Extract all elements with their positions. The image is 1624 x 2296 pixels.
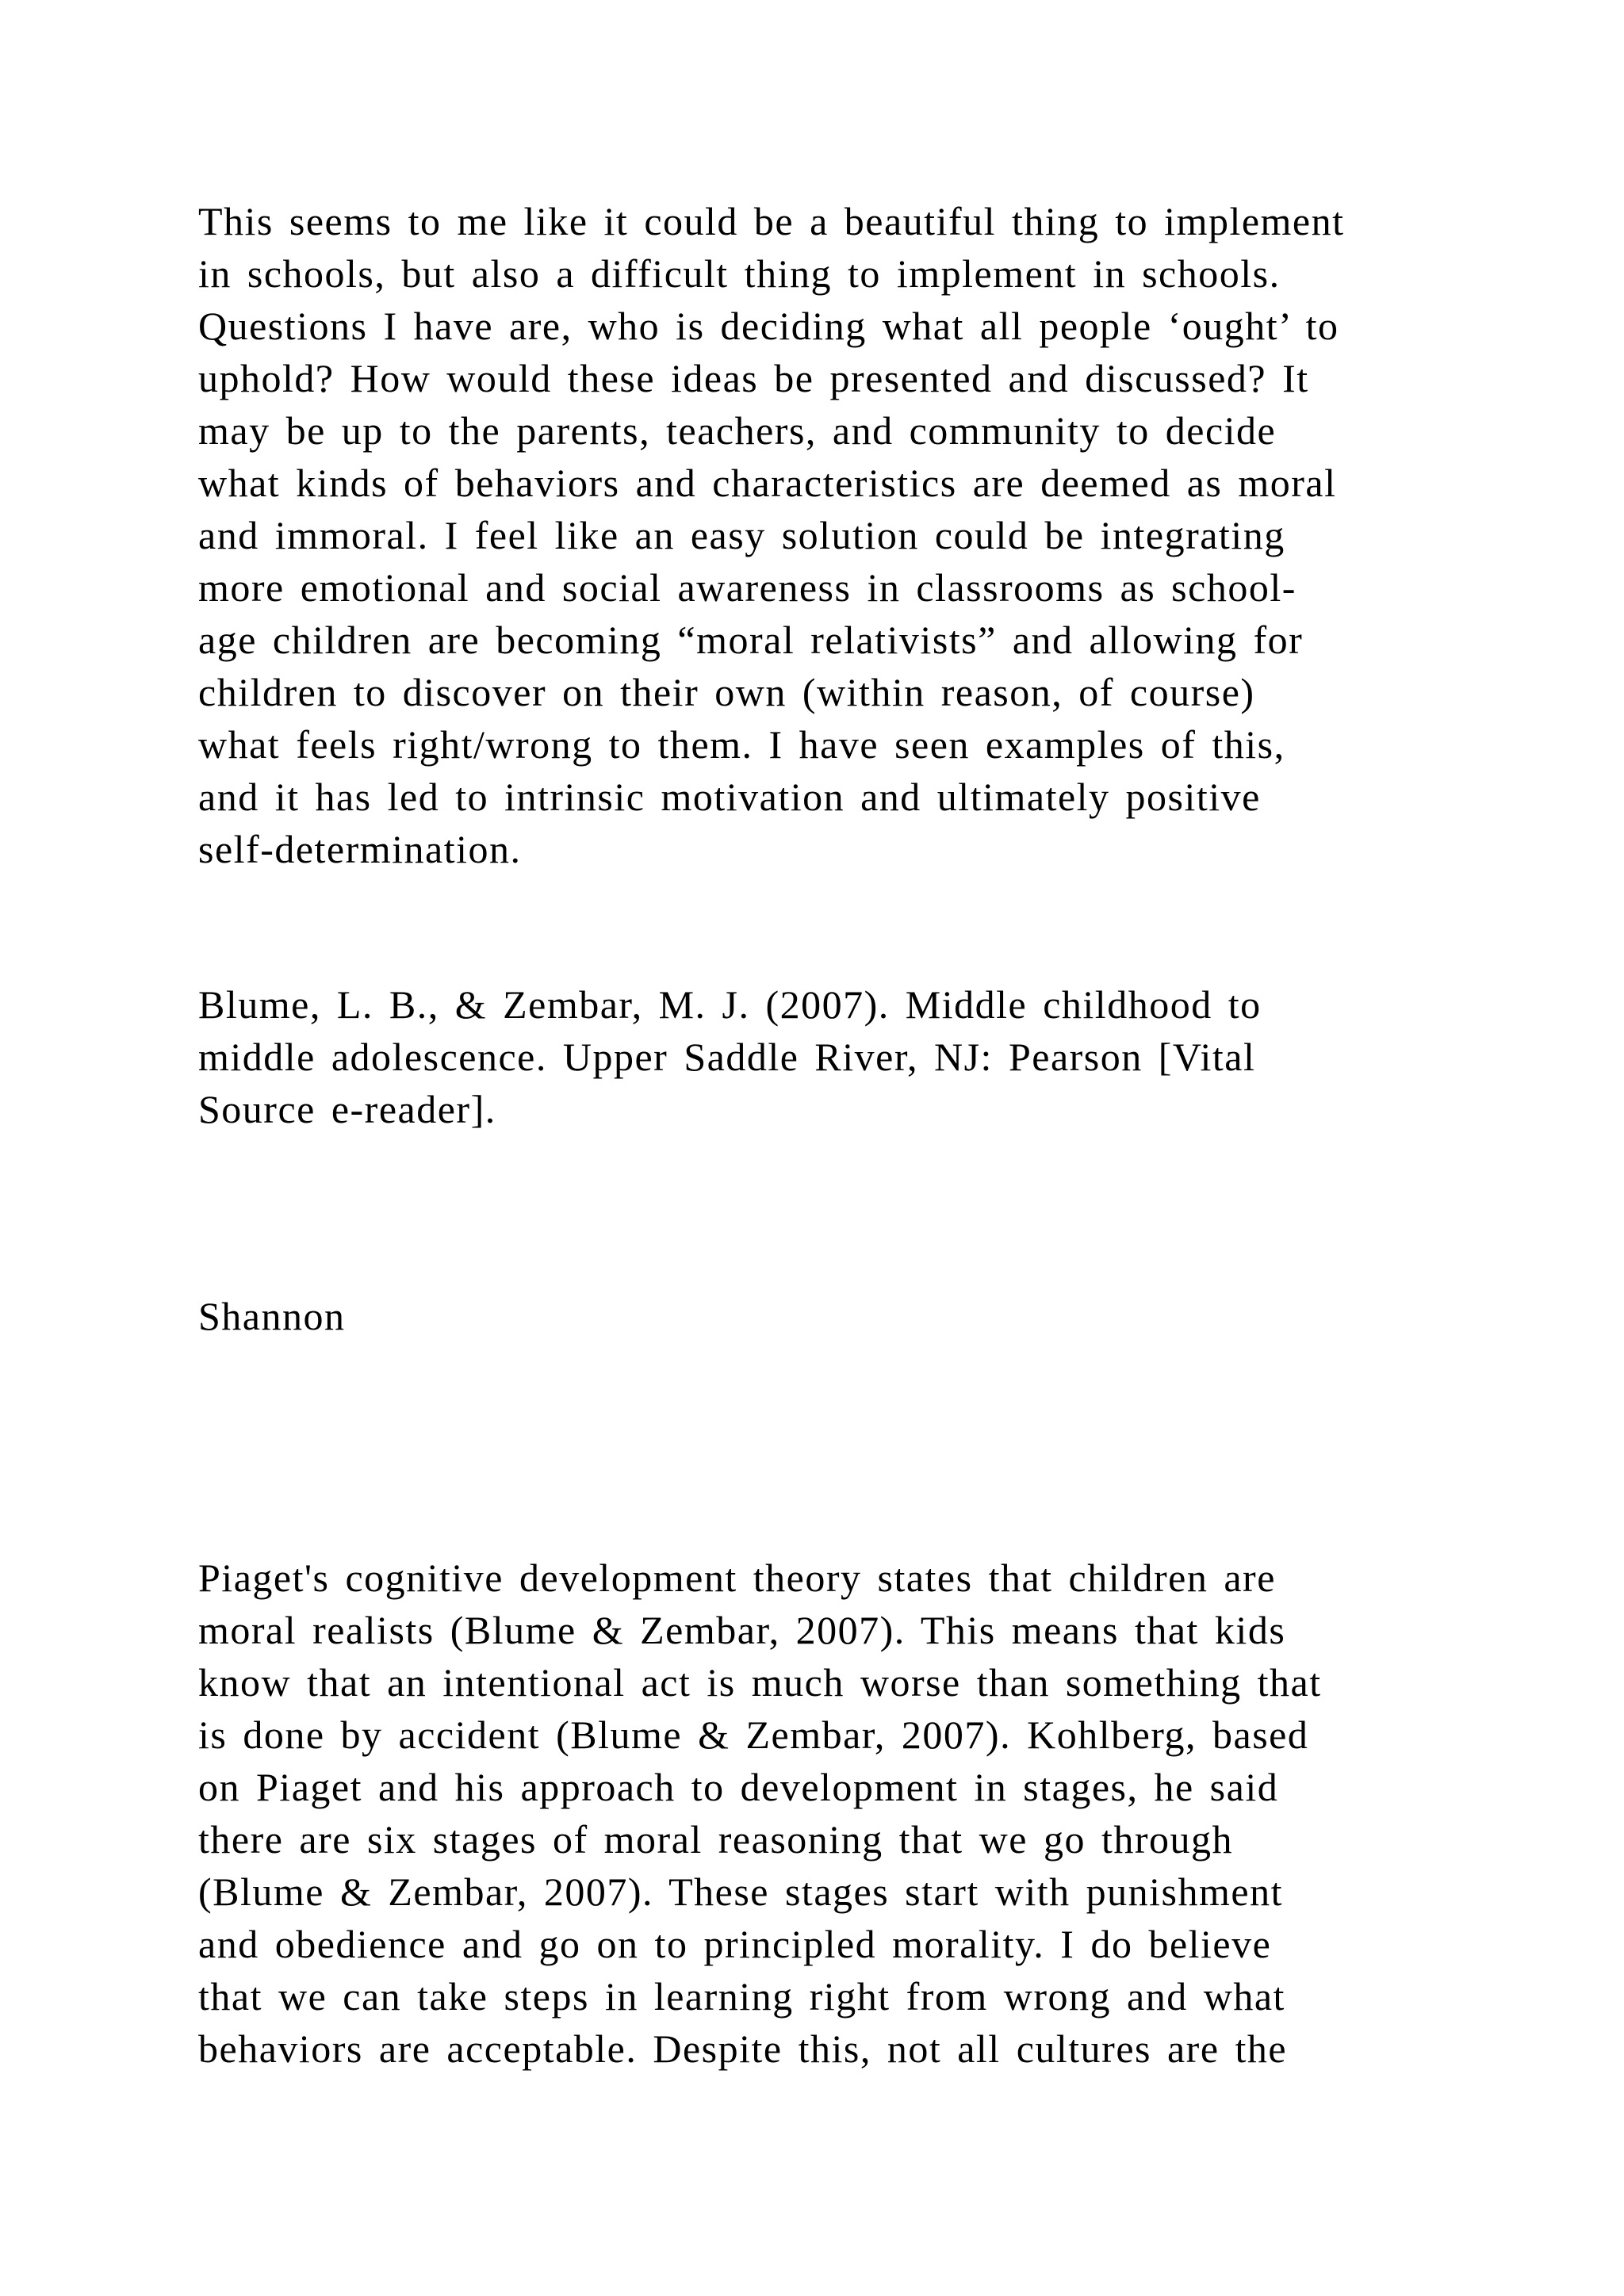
signature-name: Shannon: [198, 1294, 346, 1338]
text-line: that we can take steps in learning right from wrong and what: [198, 1974, 1285, 2019]
citation-line: Blume, L. B., & Zembar, M. J. (2007). Middle childhood to: [198, 982, 1262, 1027]
text-line: uphold? How would these ideas be presented and discussed? It: [198, 356, 1309, 400]
citation-line: Source e-reader].: [198, 1087, 496, 1131]
citation-line: middle adolescence. Upper Saddle River, NJ: Pearson [Vital: [198, 1035, 1256, 1079]
text-line: may be up to the parents, teachers, and community to decide: [198, 408, 1277, 453]
text-line: more emotional and social awareness in classrooms as school-: [198, 565, 1297, 610]
text-line: Piaget's cognitive development theory states that children are: [198, 1556, 1276, 1600]
text-line: children to discover on their own (within reason, of course): [198, 670, 1255, 714]
text-line: Questions I have are, who is deciding what all people ‘ought’ to: [198, 304, 1339, 348]
text-line: age children are becoming “moral relativists” and allowing for: [198, 618, 1304, 662]
text-line: and it has led to intrinsic motivation and ultimately positive: [198, 775, 1261, 819]
text-line: what feels right/wrong to them. I have seen examples of this,: [198, 722, 1285, 767]
text-line: on Piaget and his approach to development in stages, he said: [198, 1765, 1279, 1809]
text-line: and immoral. I feel like an easy solution could be integrating: [198, 513, 1285, 557]
text-line: (Blume & Zembar, 2007). These stages start with punishment: [198, 1869, 1283, 1914]
text-line: in schools, but also a difficult thing to implement in schools.: [198, 251, 1281, 296]
text-line: there are six stages of moral reasoning that we go through: [198, 1817, 1233, 1862]
reference-citation: [198, 978, 1467, 1135]
text-line: and obedience and go on to principled morality. I do believe: [198, 1922, 1272, 1966]
text-line: behaviors are acceptable. Despite this, not all cultures are the: [198, 2026, 1288, 2071]
paragraph-piaget-kohlberg: [198, 1552, 1467, 2075]
text-line: is done by accident (Blume & Zembar, 2007). Kohlberg, based: [198, 1712, 1309, 1757]
text-line: self-determination.: [198, 827, 522, 871]
paragraph-moral-education-reflection: [198, 195, 1467, 875]
text-line: what kinds of behaviors and characteristics are deemed as moral: [198, 461, 1337, 505]
text-line: This seems to me like it could be a beautiful thing to implement: [198, 199, 1345, 243]
text-line: know that an intentional act is much worse than something that: [198, 1660, 1322, 1705]
text-line: moral realists (Blume & Zembar, 2007). This means that kids: [198, 1608, 1286, 1652]
author-signature: [198, 1290, 1467, 1342]
